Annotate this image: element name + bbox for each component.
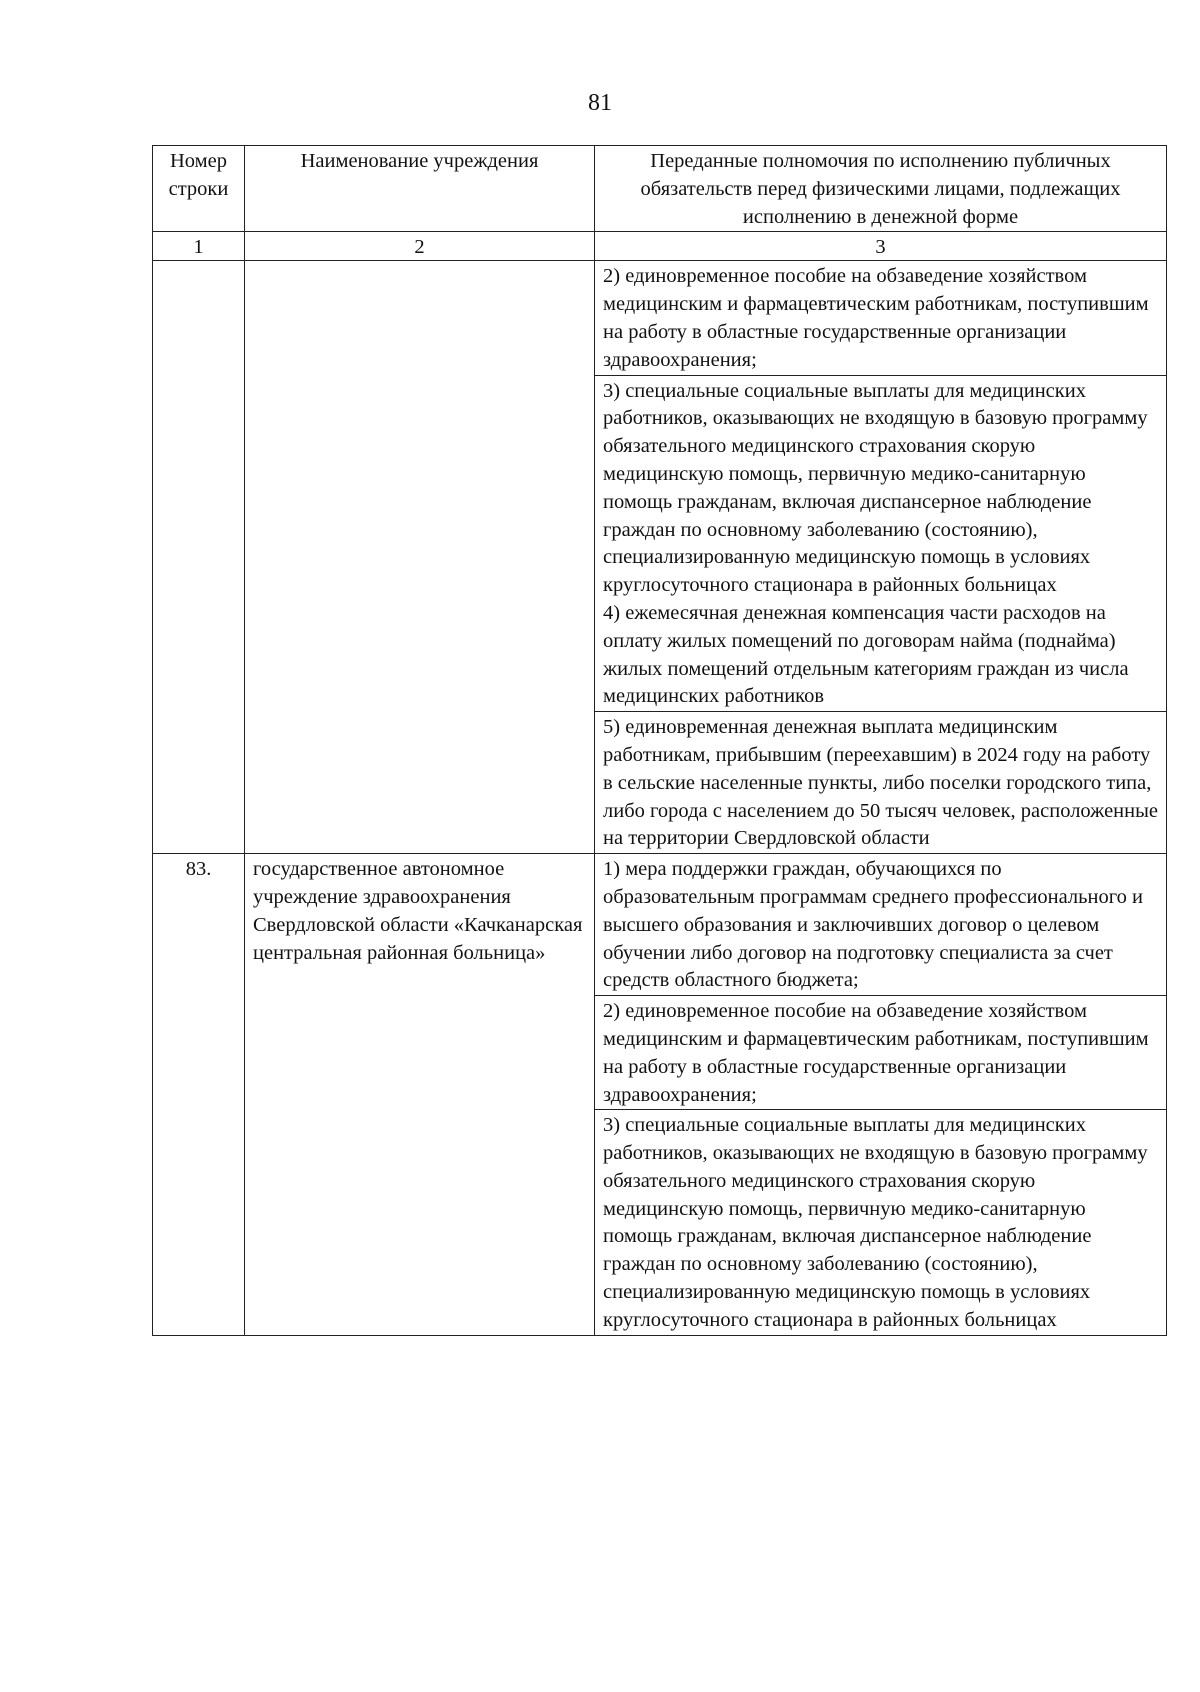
table-row bbox=[153, 261, 1167, 375]
column-index-2: 2 bbox=[245, 232, 595, 261]
header-institution-name: Наименование учреждения bbox=[245, 146, 595, 232]
row-number-cell bbox=[153, 261, 245, 854]
power-item: 1) мера поддержки граждан, обучающихся по образовательным программам среднего профессионального и высшего образования и заключивших договор о целевом обучении либо договор на подготовку специалиста за счет средств областного бюджета; bbox=[595, 854, 1167, 996]
power-item: 5) единовременная денежная выплата медицинским работникам, прибывшим (переехавшим) в 2024 году на работу в сельские населенные пункты, либо поселки городского типа, либо города с населением до 50 тысяч человек, расположенные на территории Свердловской области bbox=[595, 712, 1167, 854]
authority-table bbox=[152, 145, 1167, 1336]
header-transferred-powers: Переданные полномочия по исполнению публичных обязательств перед физическими лицами, подлежащих исполнению в денежной форме bbox=[595, 146, 1167, 232]
column-index-1: 1 bbox=[153, 232, 245, 261]
table-row bbox=[153, 854, 1167, 996]
institution-name-cell: государственное автономное учреждение здравоохранения Свердловской области «Качканарская центральная районная больница» bbox=[245, 854, 595, 1336]
power-item bbox=[595, 375, 1167, 712]
institution-name-cell bbox=[245, 261, 595, 854]
table-header-row bbox=[153, 146, 1167, 232]
power-item: 2) единовременное пособие на обзаведение хозяйством медицинским и фармацевтическим работникам, поступившим на работу в областные государственные организации здравоохранения; bbox=[595, 996, 1167, 1110]
column-index-3: 3 bbox=[595, 232, 1167, 261]
row-number-cell: 83. bbox=[153, 854, 245, 1336]
header-row-number: Номер строки bbox=[153, 146, 245, 232]
power-item: 3) специальные социальные выплаты для медицинских работников, оказывающих не входящую в базовую программу обязательного медицинского страхования скорую медицинскую помощь, первичную медико-санитарную помощь гражданам, включая диспансерное наблюдение граждан по основному заболеванию (состоянию), специализированную медицинскую помощь в условиях круглосуточного стационара в районных больницах bbox=[595, 1110, 1167, 1335]
power-item: 2) единовременное пособие на обзаведение хозяйством медицинским и фармацевтическим работникам, поступившим на работу в областные государственные организации здравоохранения; bbox=[595, 261, 1167, 375]
power-item-text: 3) специальные социальные выплаты для медицинских работников, оказывающих не входящую в базовую программу обязательного медицинского страхования скорую медицинскую помощь, первичную медико-санитарную помощь гражданам, включая диспансерное наблюдение граждан по основному заболеванию (состоянию), специализированную медицинскую помощь в условиях круглосуточного стационара в районных больницах bbox=[603, 379, 1148, 597]
page-number: 81 bbox=[588, 90, 612, 116]
power-item-text: 4) ежемесячная денежная компенсация части расходов на оплату жилых помещений по договорам найма (поднайма) жилых помещений отдельным категориям граждан из числа медицинских работников bbox=[603, 601, 1129, 708]
column-index-row bbox=[153, 232, 1167, 261]
